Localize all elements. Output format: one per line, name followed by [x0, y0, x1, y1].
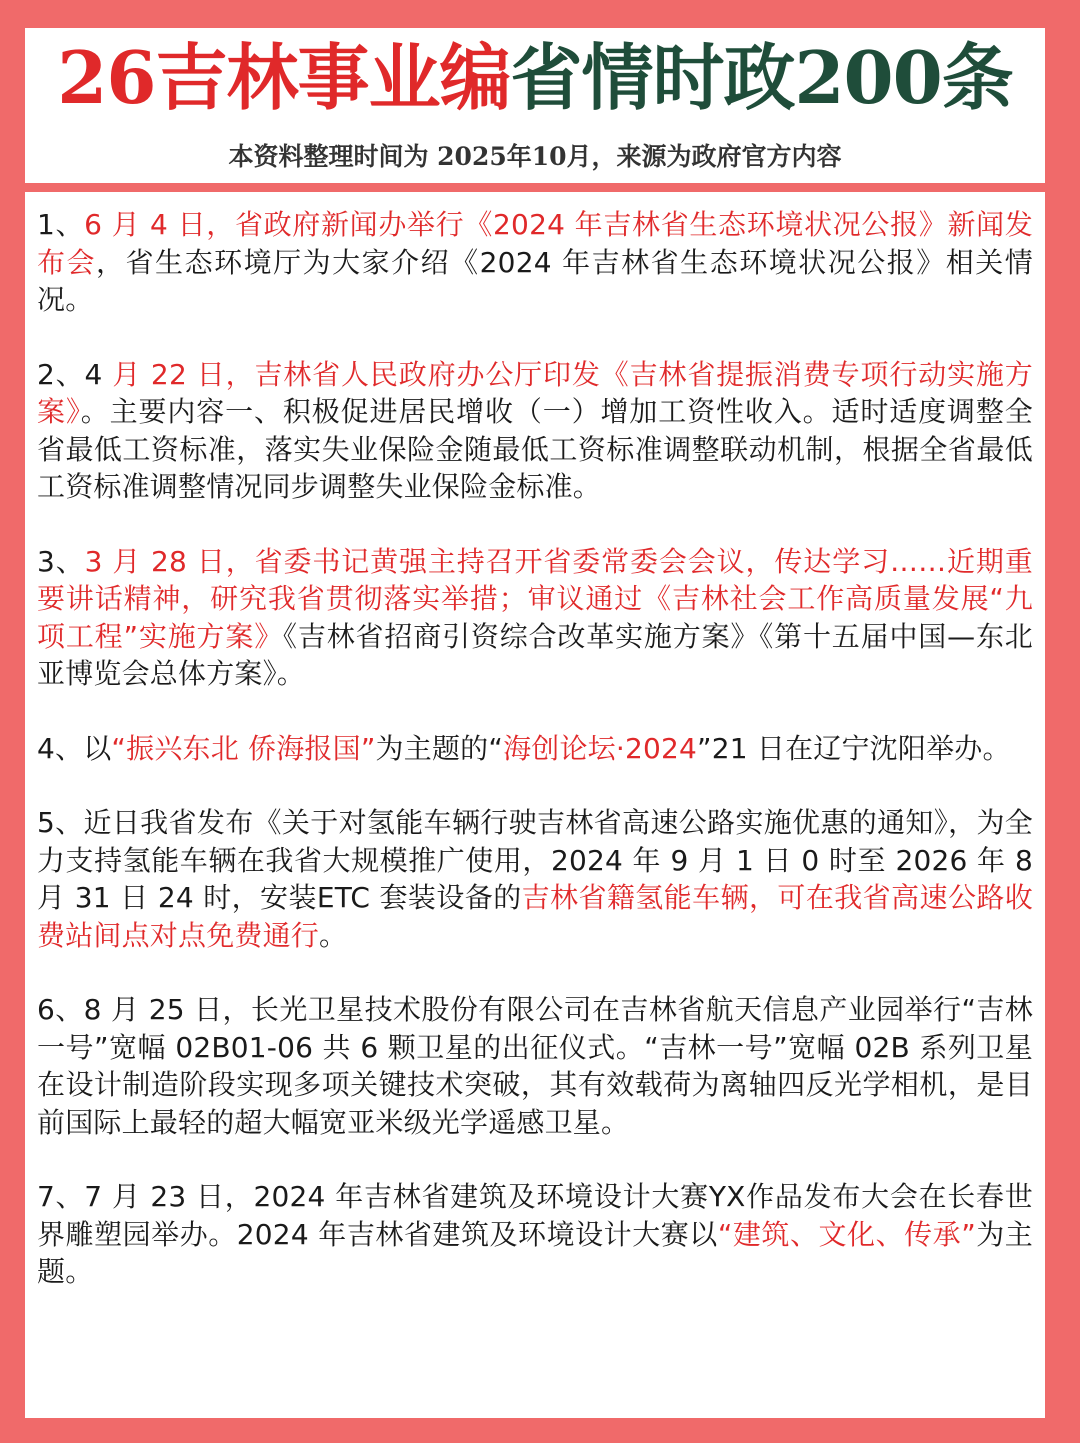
news-item-6: [37, 991, 1033, 1141]
item-text: 为主题。: [37, 1217, 1034, 1288]
item-text: 。主要内容一、积极促进居民增收（一）增加工资性收入。适时适度调整全省最低工资标准，落实失业保险金随最低工资标准调整联动机制，根据全省最低工资标准调整情况同步调整失业保险金标准。: [37, 395, 1034, 503]
title-red-part: 26吉林事业编: [57, 35, 511, 120]
news-item-5: [37, 804, 1033, 954]
title-green-part: 省情时政200条: [510, 35, 1013, 120]
content-card: [25, 192, 1045, 1418]
news-item-1: [37, 206, 1033, 319]
news-item-4: [37, 730, 1033, 768]
header-card: [25, 28, 1045, 183]
news-item-7: [37, 1178, 1033, 1291]
item-text: ，省生态环境厅为大家介绍《2024 年吉林省生态环境状况公报》相关情况。: [37, 245, 1033, 316]
item-text: 。: [319, 918, 348, 952]
highlighted-text: 月 22 日，吉林省人民政府办公厅印发《吉林省提振消费专项行动实施方案》: [37, 357, 1033, 428]
item-text: 3、: [37, 544, 85, 578]
item-text: 《吉林省招商引资综合改革实施方案》《第十五届中国—东北亚博览会总体方案》。: [37, 619, 1034, 690]
news-item-3: [37, 543, 1033, 693]
item-text: 为主题的“: [375, 731, 504, 765]
highlighted-text: 吉林省籍氢能车辆，可在我省高速公路收费站间点对点免费通行: [37, 881, 1033, 952]
page-subtitle: 本资料整理时间为 2025年10月，来源为政府官方内容: [228, 142, 842, 171]
item-text: 7、7 月 23 日，2024 年吉林省建筑及环境设计大赛YX作品发布大会在长春世界雕塑园举办。2024 年吉林省建筑及环境设计大赛以: [37, 1180, 1033, 1251]
news-list: [37, 206, 1033, 1328]
item-text: 4、以: [37, 731, 112, 765]
item-text: 6、8 月 25 日，长光卫星技术股份有限公司在吉林省航天信息产业园举行“吉林一号”宽幅 02B01-06 共 6 颗卫星的出征仪式。“吉林一号”宽幅 02B 系列卫星在设计制造阶段实现多项关键技术突破，其有效载荷为离轴四反光学相机，是目前国际上最轻的超大幅宽亚米级光学遥感卫星。: [37, 993, 1033, 1139]
highlighted-text: 6 月 4 日，省政府新闻办举行《2024 年吉林省生态环境状况公报》新闻发布会: [37, 208, 1034, 279]
item-text: 5、近日我省发布《关于对氢能车辆行驶吉林省高速公路实施优惠的通知》，为全力支持氢能车辆在我省大规模推广使用，2024 年 9 月 1 日 0 时至 2026 年 8 月 31 日 24 时，安装ETC 套装设备的: [37, 806, 1033, 914]
highlighted-text: “建筑、文化、传承”: [717, 1217, 976, 1251]
highlighted-text: 海创论坛·2024: [503, 731, 698, 765]
highlighted-text: “振兴东北 侨海报国”: [111, 731, 376, 765]
highlighted-text: 3 月 28 日，省委书记黄强主持召开省委常委会会议，传达学习……近期重要讲话精神，研究我省贯彻落实举措；审议通过《吉林社会工作高质量发展“九项工程”实施方案》: [37, 544, 1033, 653]
news-item-2: [37, 356, 1033, 506]
item-text: ”21 日在辽宁沈阳举办。: [697, 731, 1011, 765]
item-text: 2、4: [37, 357, 113, 391]
item-text: 1、: [37, 208, 85, 241]
page-title: [25, 32, 1045, 124]
